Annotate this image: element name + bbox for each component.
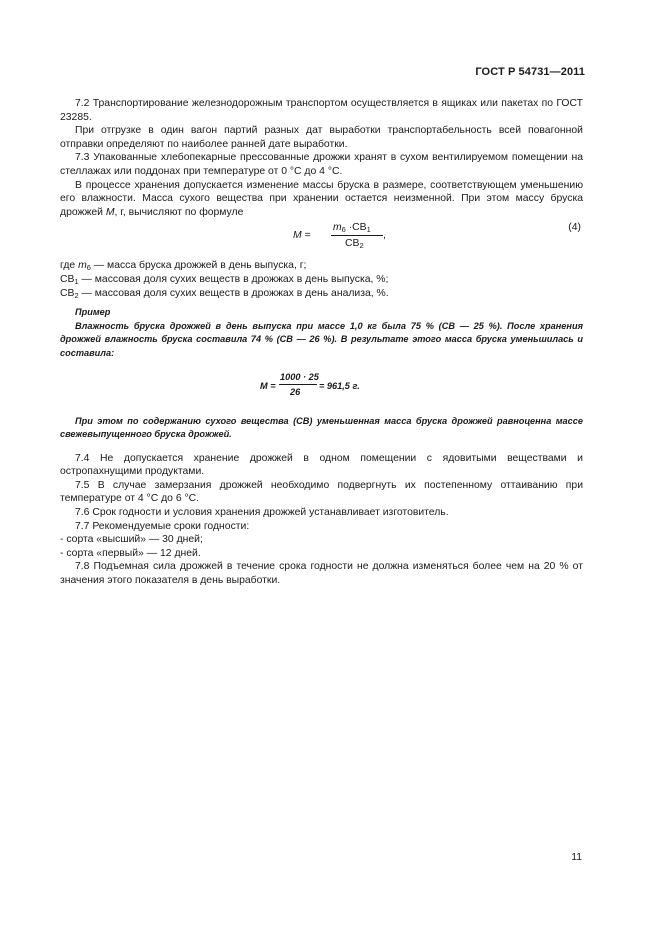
example-conclusion-block [60, 415, 583, 442]
definition-cb1: $CB_1$ — массовая доля сухих веществ в дрожжах в день выпуска, %; [60, 273, 389, 286]
paragraph-7-6: 7.6 Срок годности и условия хранения дрожжей устанавливает изготовитель. [75, 507, 449, 519]
list-item-first-grade: - сорта «первый» — 12 дней. [60, 547, 201, 559]
example-formula-denominator: 26 [290, 386, 301, 397]
storage-text-part1: В процессе хранения допускается изменение массы бруска в размере, соответствующем уменьшению его влажности. Масса сухого вещества при хранении остается неизменной. При этом массу бруска дрожжей [60, 179, 583, 218]
formula-comma: , [383, 230, 386, 242]
paragraph-7-3-storage [60, 179, 583, 220]
document-header: ГОСТ Р 54731—2011 [475, 66, 585, 78]
formula-denominator: $CB_2$ [345, 238, 364, 251]
example-heading: Пример [75, 307, 111, 318]
example-block [60, 306, 583, 360]
example-fraction-bar [279, 384, 317, 385]
example-formula [60, 371, 583, 401]
definition-m6: где $m_6$ — масса бруска дрожжей в день выпуска, г; [60, 260, 307, 273]
formula-lhs: M = [293, 230, 311, 242]
page-number: 11 [571, 852, 582, 863]
formula-4 [60, 221, 583, 253]
example-formula-result: = 961,5 г. [319, 380, 360, 391]
storage-text-part2: , г, вычисляют по формуле [114, 206, 244, 218]
formula-numerator: $m_6 \cdot CB_1$ [333, 222, 371, 235]
paragraph-7-3: 7.3 Упакованные хлебопекарные прессованные дрожжи хранят в сухом вентилируемом помещении на стеллажах или поддонах при температуре от 0 °С до 4 °С. [60, 152, 583, 177]
example-conclusion: При этом по содержанию сухого вещества (СВ) уменьшенная масса бруска дрожжей равноценна массе свежевыпущенного бруска дрожжей. [60, 415, 583, 440]
paragraph-7-8: 7.8 Подъемная сила дрожжей в течение срока годности не должна изменяться более чем на 20 % от значения этого показателя в день выработки. [60, 561, 583, 587]
list-item-higher-grade: - сорта «высший» — 30 дней; [60, 534, 203, 546]
page-body [60, 97, 583, 588]
paragraph-7-5: 7.5 В случае замерзания дрожжей необходимо подвергнуть их постепенному оттаиванию при температуре от 4 °С до 6 °С. [60, 479, 583, 505]
paragraph-7-4: 7.4 Не допускается хранение дрожжей в одном помещении с ядовитыми веществами и остропахнущими продуктами. [60, 452, 583, 478]
equation-number: (4) [568, 222, 581, 234]
mass-variable: М [105, 206, 115, 218]
definition-cb2: $CB_2$ — массовая доля сухих веществ в дрожжах в день анализа, %. [60, 287, 389, 300]
paragraph-7-2: 7.2 Транспортирование железнодорожным транспортом осуществляется в ящиках или пакетах по ГОСТ 23285. [60, 98, 583, 123]
example-text: Влажность бруска дрожжей в день выпуска при массе 1,0 кг была 75 % (СВ — 25 %). После хранения дрожжей влажность бруска составила 74 % (СВ — 26 %). В результате этого масса бруска уменьшилась и составила: [60, 320, 583, 358]
paragraph-7-2-shipping: При отгрузке в один вагон партий разных дат выработки транспортабельность всей повагонной отправки определяют по наиболее ранней дате выработки. [60, 125, 583, 150]
example-formula-numerator: 1000 · 25 [280, 371, 319, 382]
paragraph-7-7: 7.7 Рекомендуемые сроки годности: [75, 520, 250, 532]
example-formula-lhs: М = [260, 380, 276, 391]
fraction-bar [331, 235, 383, 236]
